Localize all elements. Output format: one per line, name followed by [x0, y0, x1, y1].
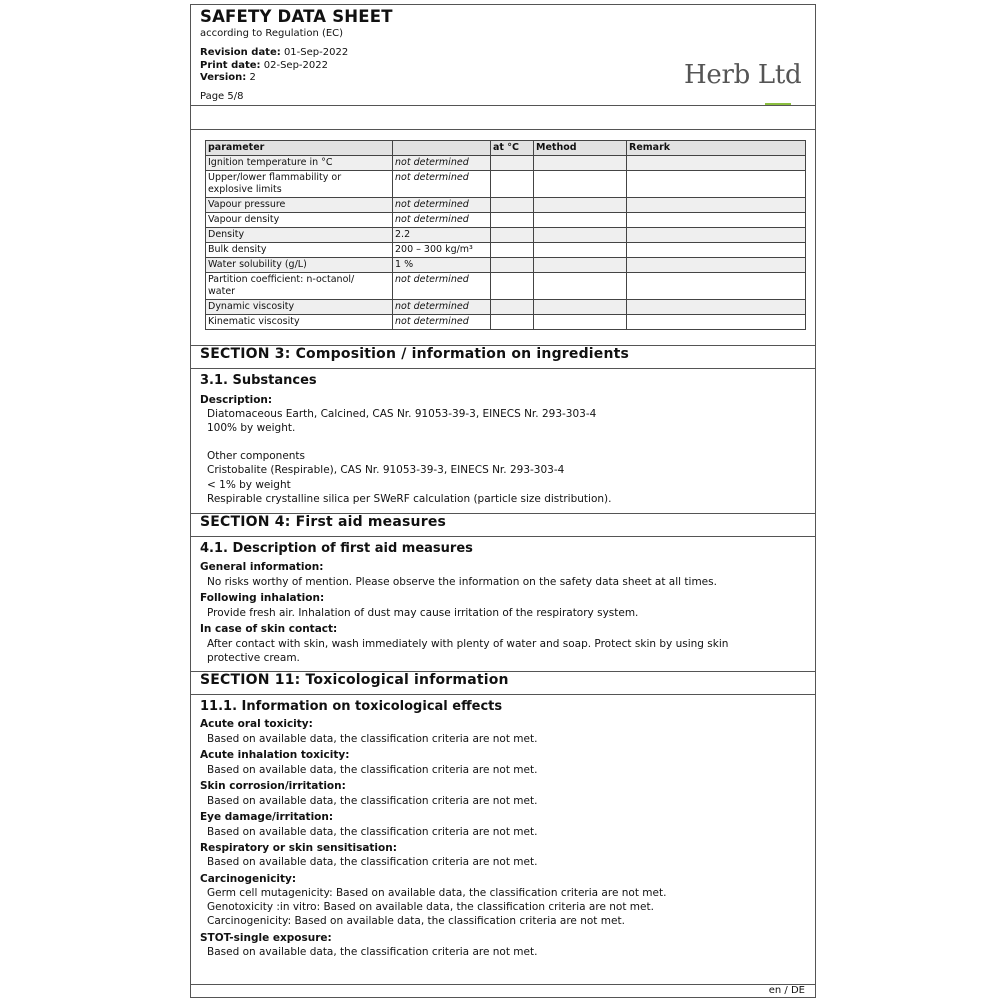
value-cell: 1 % [393, 258, 491, 273]
remark-cell [627, 213, 806, 228]
general-information-label: General information: [200, 561, 324, 573]
table-row [206, 258, 806, 273]
table-row [206, 315, 806, 330]
skin-corrosion-label: Skin corrosion/irritation: [200, 780, 346, 792]
value-cell: not determined [393, 156, 491, 171]
remark-cell [627, 156, 806, 171]
value-cell: not determined [393, 273, 491, 300]
sds-page [190, 4, 816, 998]
section-4-header: SECTION 4: First aid measures [191, 513, 815, 537]
method-cell [534, 273, 627, 300]
language-footer: en / DE [768, 985, 805, 996]
section-3-line: Respirable crystalline silica per SWeRF calculation (particle size distribution). [207, 493, 612, 505]
section-3-line: Other components [207, 450, 306, 462]
parameter-cell: Upper/lower flammability or explosive limits [206, 171, 393, 198]
value-cell: not determined [393, 171, 491, 198]
print-date: Print date: 02-Sep-2022 [200, 60, 328, 71]
description-label: Description: [200, 394, 273, 406]
sensitisation-label: Respiratory or skin sensitisation: [200, 842, 397, 854]
parameter-cell: Water solubility (g/L) [206, 258, 393, 273]
general-information-text: No risks worthy of mention. Please observe the information on the safety data sheet at all times. [207, 576, 717, 588]
remark-cell [627, 228, 806, 243]
col-remark: Remark [627, 141, 806, 156]
col-parameter: parameter [206, 141, 393, 156]
remark-cell [627, 171, 806, 198]
at-temp-cell [491, 156, 534, 171]
method-cell [534, 300, 627, 315]
method-cell [534, 258, 627, 273]
at-temp-cell [491, 258, 534, 273]
value-cell: not determined [393, 213, 491, 228]
parameter-cell: Partition coefficient: n-octanol/ water [206, 273, 393, 300]
section-3-header: SECTION 3: Composition / information on ingredients [191, 345, 815, 369]
table-header-row [206, 141, 806, 156]
at-temp-cell [491, 171, 534, 198]
table-row [206, 156, 806, 171]
sensitisation-text: Based on available data, the classification criteria are not met. [207, 856, 538, 868]
at-temp-cell [491, 300, 534, 315]
col-at-temp: at °C [491, 141, 534, 156]
parameter-cell: Bulk density [206, 243, 393, 258]
parameter-cell: Kinematic viscosity [206, 315, 393, 330]
germ-cell-mutagenicity-text: Germ cell mutagenicity: Based on available data, the classification criteria are not met. [207, 887, 667, 899]
remark-cell [627, 315, 806, 330]
header-divider [191, 105, 815, 106]
at-temp-cell [491, 243, 534, 258]
parameter-cell: Density [206, 228, 393, 243]
remark-cell [627, 273, 806, 300]
value-cell: 200 – 300 kg/m³ [393, 243, 491, 258]
section-3-line: Diatomaceous Earth, Calcined, CAS Nr. 91053-39-3, EINECS Nr. 293-303-4 [207, 408, 597, 420]
value-cell: 2.2 [393, 228, 491, 243]
genotoxicity-text: Genotoxicity :in vitro: Based on available data, the classification criteria are not met. [207, 901, 654, 913]
carcinogenicity-label: Carcinogenicity: [200, 873, 297, 885]
at-temp-cell [491, 213, 534, 228]
method-cell [534, 198, 627, 213]
acute-inhalation-toxicity-text: Based on available data, the classification criteria are not met. [207, 764, 538, 776]
herb-ltd-logo: Herb Ltd [684, 60, 802, 90]
document-title: SAFETY DATA SHEET [200, 7, 393, 26]
document-header [191, 5, 815, 106]
col-method: Method [534, 141, 627, 156]
eye-damage-label: Eye damage/irritation: [200, 811, 334, 823]
section-4-1-heading: 4.1. Description of first aid measures [200, 541, 473, 556]
at-temp-cell [491, 315, 534, 330]
skin-contact-text: After contact with skin, wash immediately with plenty of water and soap. Protect skin by using skin [207, 638, 729, 650]
section-3-line: < 1% by weight [207, 479, 291, 491]
following-inhalation-text: Provide fresh air. Inhalation of dust may cause irritation of the respiratory system. [207, 607, 639, 619]
parameter-cell: Ignition temperature in °C [206, 156, 393, 171]
section-3-line: Cristobalite (Respirable), CAS Nr. 91053-39-3, EINECS Nr. 293-303-4 [207, 464, 565, 476]
section-11-1-heading: 11.1. Information on toxicological effects [200, 699, 503, 714]
section-11-header: SECTION 11: Toxicological information [191, 671, 815, 695]
section-3-line: 100% by weight. [207, 422, 296, 434]
value-cell: not determined [393, 198, 491, 213]
remark-cell [627, 300, 806, 315]
table-row [206, 243, 806, 258]
skin-contact-label: In case of skin contact: [200, 623, 338, 635]
table-row [206, 213, 806, 228]
stot-single-exposure-text: Based on available data, the classification criteria are not met. [207, 946, 538, 958]
remark-cell [627, 243, 806, 258]
stot-single-exposure-label: STOT-single exposure: [200, 932, 332, 944]
physical-properties-table [205, 140, 806, 330]
method-cell [534, 213, 627, 228]
method-cell [534, 228, 627, 243]
carcinogenicity-text: Carcinogenicity: Based on available data, the classification criteria are not met. [207, 915, 625, 927]
skin-corrosion-text: Based on available data, the classification criteria are not met. [207, 795, 538, 807]
eye-damage-text: Based on available data, the classification criteria are not met. [207, 826, 538, 838]
value-cell: not determined [393, 300, 491, 315]
revision-date: Revision date: 01-Sep-2022 [200, 47, 349, 58]
remark-cell [627, 258, 806, 273]
at-temp-cell [491, 273, 534, 300]
table-row [206, 300, 806, 315]
parameter-cell: Vapour density [206, 213, 393, 228]
method-cell [534, 156, 627, 171]
parameter-cell: Vapour pressure [206, 198, 393, 213]
header-divider-2 [191, 129, 815, 130]
method-cell [534, 171, 627, 198]
table-row [206, 171, 806, 198]
method-cell [534, 315, 627, 330]
table-row [206, 198, 806, 213]
remark-cell [627, 198, 806, 213]
acute-oral-toxicity-text: Based on available data, the classification criteria are not met. [207, 733, 538, 745]
value-cell: not determined [393, 315, 491, 330]
col-value [393, 141, 491, 156]
skin-contact-text: protective cream. [207, 652, 300, 664]
section-3-1-heading: 3.1. Substances [200, 373, 317, 388]
regulation-subtitle: according to Regulation (EC) [200, 28, 344, 39]
table-row [206, 228, 806, 243]
acute-oral-toxicity-label: Acute oral toxicity: [200, 718, 313, 730]
footer-divider [191, 984, 815, 985]
acute-inhalation-toxicity-label: Acute inhalation toxicity: [200, 749, 350, 761]
parameter-cell: Dynamic viscosity [206, 300, 393, 315]
at-temp-cell [491, 198, 534, 213]
version: Version: 2 [200, 72, 256, 83]
page-number: Page 5/8 [200, 91, 244, 102]
method-cell [534, 243, 627, 258]
following-inhalation-label: Following inhalation: [200, 592, 325, 604]
table-row [206, 273, 806, 300]
at-temp-cell [491, 228, 534, 243]
